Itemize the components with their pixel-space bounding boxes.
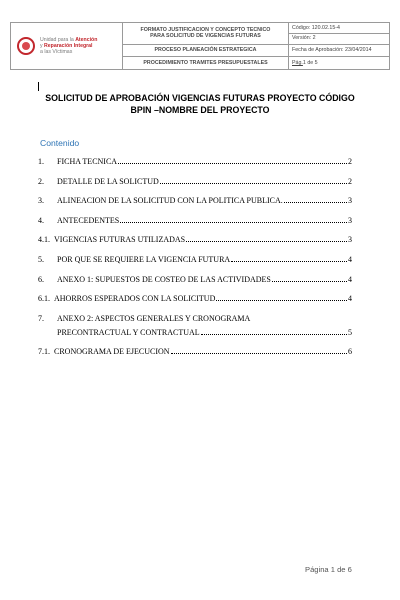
text-cursor — [38, 82, 39, 91]
logo-cell — [11, 23, 123, 69]
approval-date-field: Fecha de Aprobación: 23/04/2014 — [289, 45, 389, 57]
toc-entry[interactable]: 5. POR QUE SE REQUIERE LA VIGENCIA FUTURA 4 — [38, 254, 352, 264]
toc-entry[interactable]: 4.1. VIGENCIAS FUTURAS UTILIZADAS 3 — [38, 235, 352, 245]
table-of-contents — [38, 155, 352, 365]
toc-entry[interactable]: 7. ANEXO 2: ASPECTOS GENERALES Y CRONOGRAMA — [38, 313, 251, 323]
toc-entry[interactable]: 7.1. CRONOGRAMA DE EJECUCION 6 — [38, 347, 352, 357]
header-title-cell — [123, 23, 289, 69]
toc-entry[interactable]: 1. FICHA TECNICA 2 — [38, 157, 352, 166]
toc-entry[interactable]: 2. DETALLE DE LA SOLICTUD 2 — [38, 176, 352, 186]
header-meta-cell — [289, 23, 389, 69]
page-number: Página 1 de 6 — [305, 565, 352, 574]
version-field: Versión: 2 — [289, 34, 389, 45]
toc-entry[interactable]: 6.1. AHORROS ESPERADOS CON LA SOLICITUD 4 — [38, 294, 352, 304]
procedure-name: PROCEDIMIENTO TRAMITES PRESUPUESTALES — [143, 59, 268, 66]
logo-text: Unidad para la Atención y Reparación Integral a las Víctimas — [40, 37, 98, 55]
format-title: FORMATO JUSTIFICACION Y CONCEPTO TECNICO PARA SOLICITUD DE VIGENCIAS FUTURAS — [123, 23, 288, 45]
process-name: PROCESO PLANEACIÓN ESTRATEGICA — [123, 45, 288, 57]
toc-entry[interactable]: 3. ALINEACION DE LA SOLICITUD CON LA POLITICA PUBLICA. 3 — [38, 196, 352, 206]
seal-icon — [17, 37, 35, 55]
toc-heading: Contenido — [40, 138, 80, 148]
code-field: Código: 120.02.15-4 — [289, 23, 389, 34]
toc-entry[interactable]: 4. ANTECEDENTES 3 — [38, 215, 352, 225]
document-title: SOLICITUD DE APROBACIÓN VIGENCIAS FUTURAS PROYECTO CÓDIGO BPIN –NOMBRE DEL PROYECTO — [45, 93, 355, 115]
toc-entry-continuation[interactable]: PRECONTRACTUAL Y CONTRACTUAL 5 — [57, 327, 352, 337]
page-field: Pág. 1 de 5 — [292, 59, 318, 66]
document-header — [10, 22, 390, 70]
toc-entry[interactable]: 6. ANEXO 1: SUPUESTOS DE COSTEO DE LAS ACTIVIDADES 4 — [38, 274, 352, 284]
